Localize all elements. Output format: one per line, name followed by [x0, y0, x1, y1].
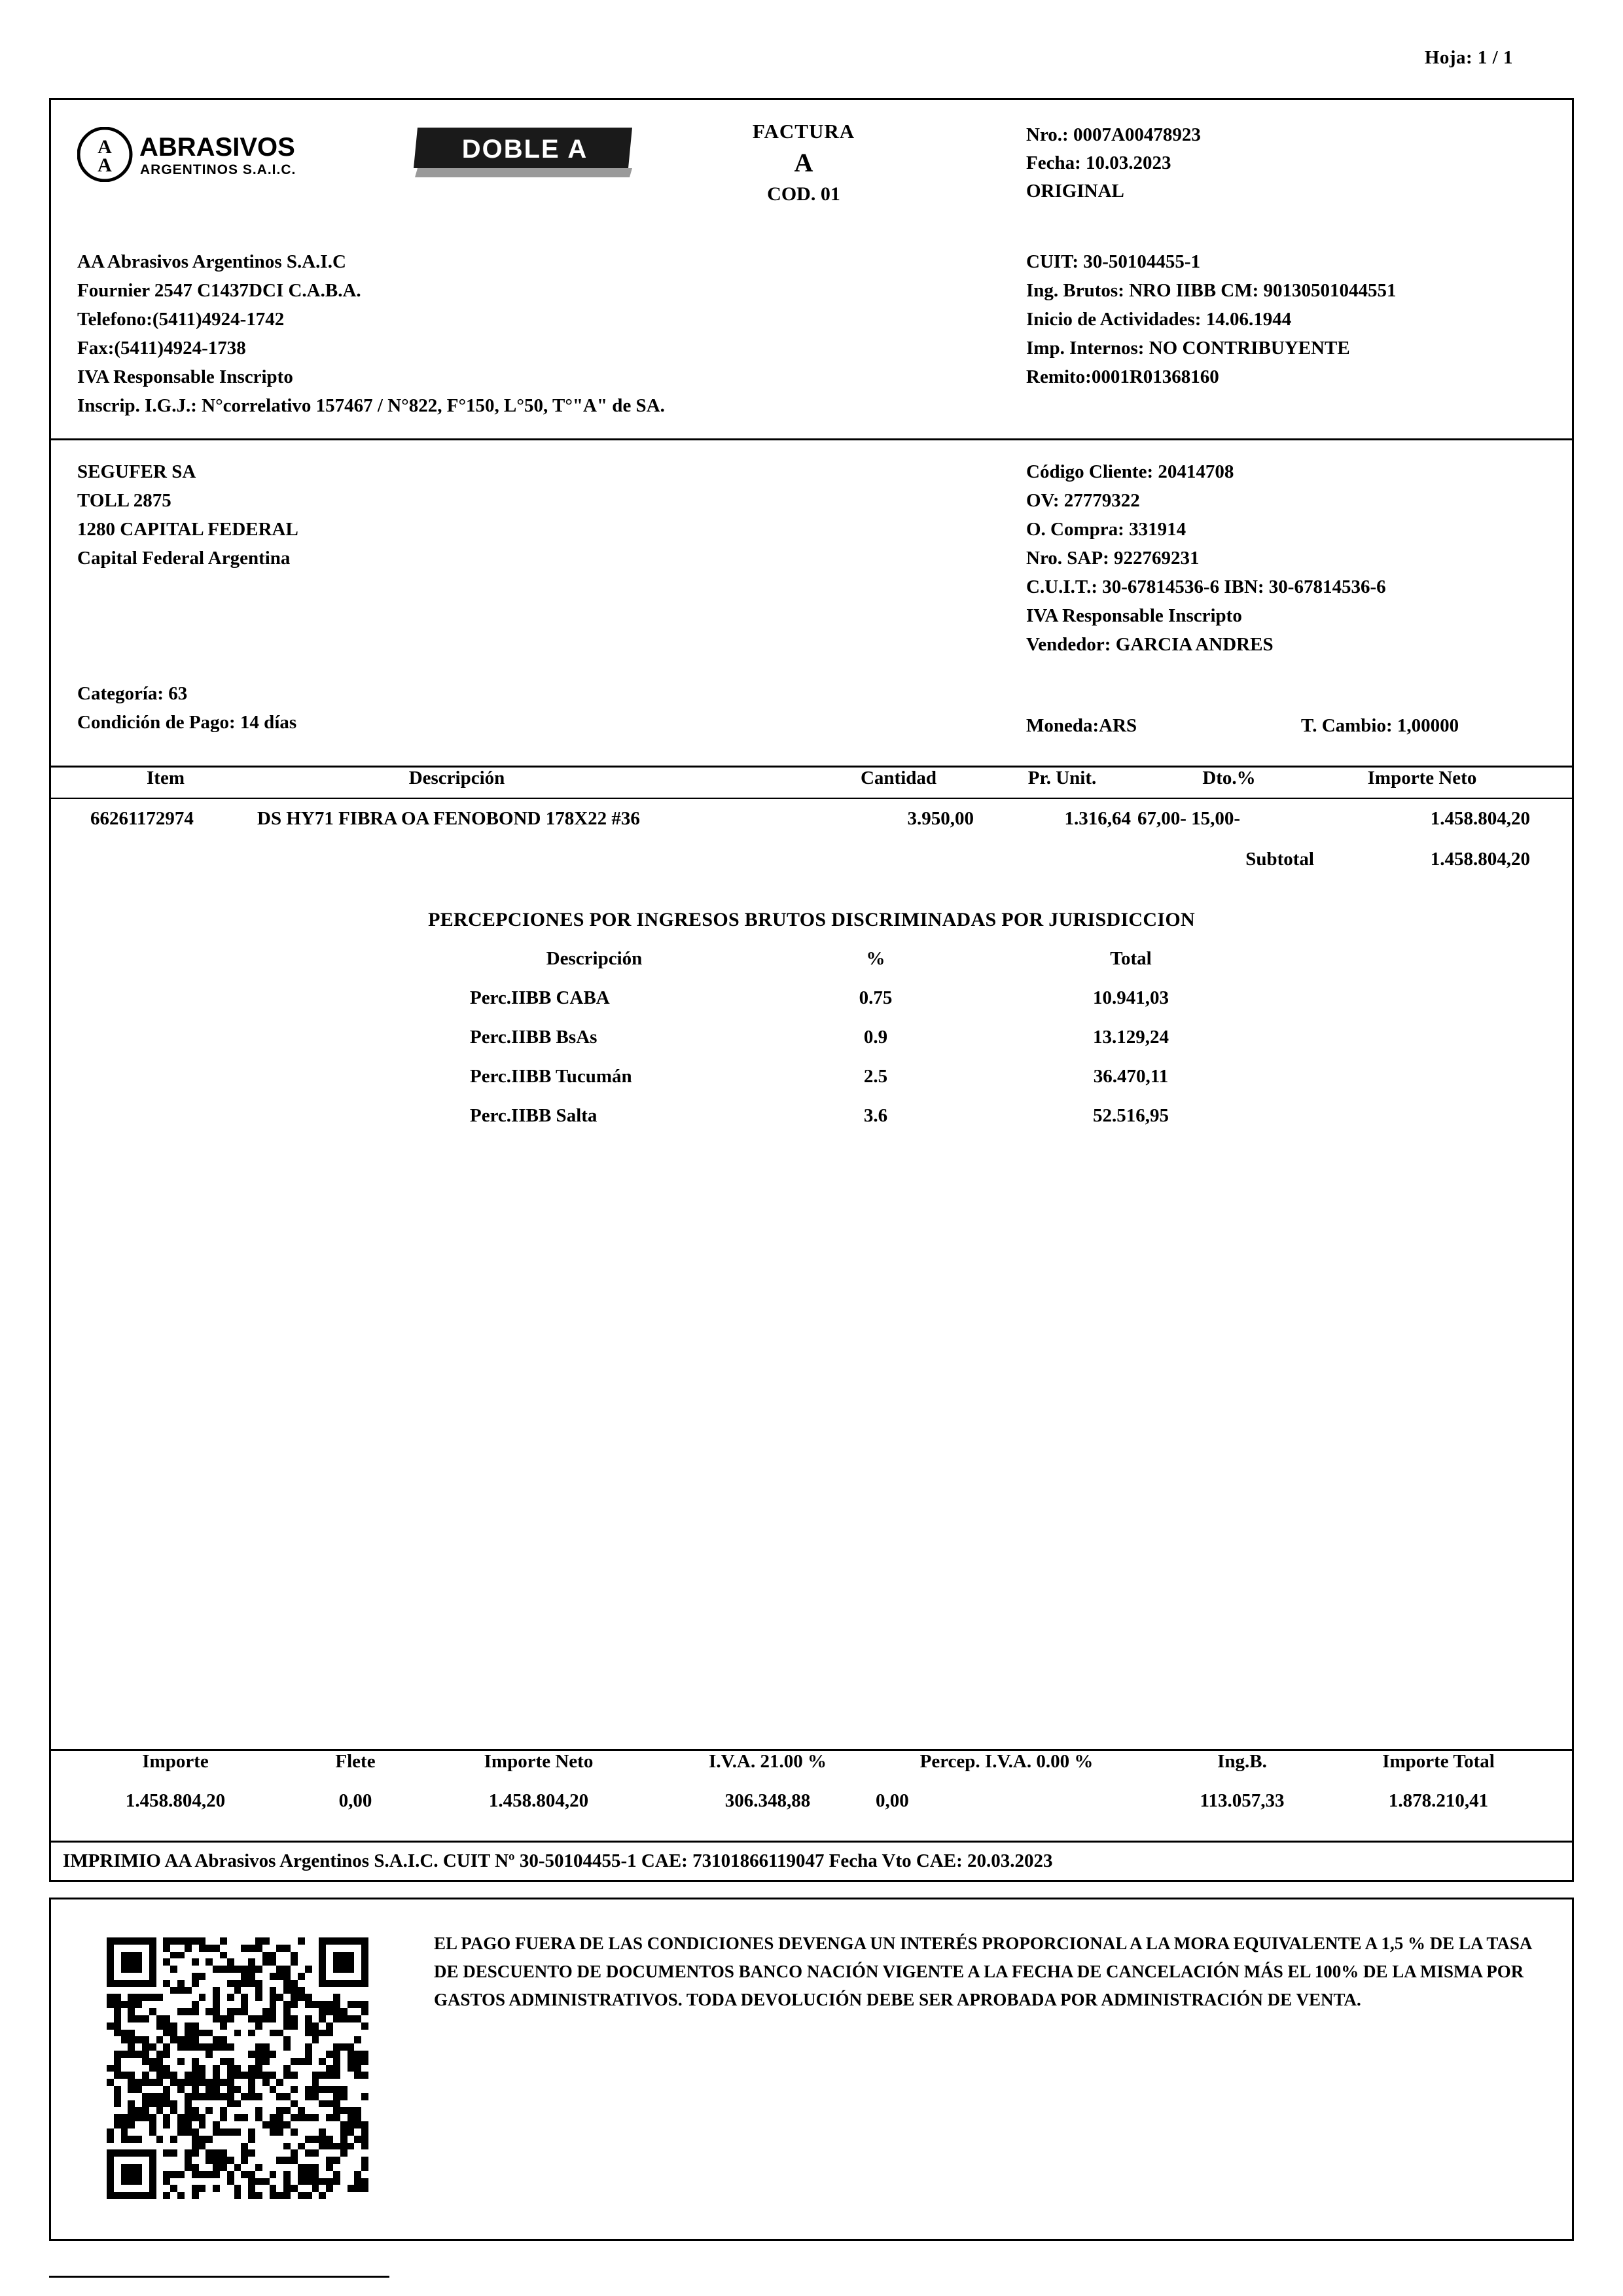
factura-letter: A [794, 148, 813, 177]
currency: Moneda:ARS [1026, 715, 1137, 736]
invoice-header [51, 100, 1572, 440]
perc-desc-2: Perc.IIBB Tucumán [470, 1066, 632, 1087]
invoice-copy-type: ORIGINAL [1026, 180, 1124, 202]
total-header-importe-neto: Importe Neto [484, 1751, 594, 1772]
perc-header-total: Total [1110, 948, 1152, 969]
svg-text:DOBLE A: DOBLE A [461, 135, 588, 164]
perc-pct-3: 3.6 [863, 1105, 888, 1126]
issuer-fiscal-4: Remito:0001R01368160 [1026, 366, 1219, 388]
total-header-flete: Flete [335, 1751, 376, 1772]
doble-a-logo [412, 125, 635, 183]
perc-total-0: 10.941,03 [1093, 987, 1169, 1008]
customer-purchase-order: O. Compra: 331914 [1026, 519, 1186, 540]
factura-block [705, 120, 902, 205]
issuer-line-2: Telefono:(5411)4924-1742 [77, 309, 285, 330]
total-header-importe-total: Importe Total [1382, 1751, 1495, 1772]
subtotal-value: 1.458.804,20 [1430, 849, 1530, 870]
list-item [51, 1105, 1572, 1144]
subtotal-row [51, 849, 1572, 889]
total-header-ing-b: Ing.B. [1217, 1751, 1267, 1772]
percepciones-title: PERCEPCIONES POR INGRESOS BRUTOS DISCRIMINADAS POR JURISDICCION [428, 909, 1195, 930]
row-unit-price: 1.316,64 [1064, 808, 1131, 829]
percepciones-header [51, 948, 1572, 987]
customer-address [77, 457, 298, 573]
customer-category: Categoría: 63 [77, 683, 188, 704]
perc-desc-0: Perc.IIBB CABA [470, 987, 610, 1008]
customer-section [51, 440, 1572, 768]
customer-city: 1280 CAPITAL FEDERAL [77, 519, 298, 540]
svg-text:A: A [98, 154, 112, 176]
issuer-line-4: IVA Responsable Inscripto [77, 366, 293, 388]
invoice-frame [49, 98, 1574, 1882]
footer-box [49, 1898, 1574, 2241]
svg-text:A: A [98, 135, 112, 158]
header-cantidad: Cantidad [860, 768, 937, 788]
table-row [51, 808, 1572, 849]
totals-section [51, 1749, 1572, 1841]
customer-ov: OV: 27779322 [1026, 490, 1140, 512]
totals-values [51, 1790, 1572, 1829]
row-item-code: 66261172974 [90, 808, 194, 829]
header-descripcion: Descripción [408, 768, 505, 788]
perc-pct-0: 0.75 [859, 987, 893, 1008]
total-value-importe-neto: 1.458.804,20 [488, 1790, 589, 1811]
exchange-rate: T. Cambio: 1,00000 [1301, 715, 1459, 736]
issuer-line-0: AA Abrasivos Argentinos S.A.I.C [77, 251, 346, 272]
issuer-fiscal-0: CUIT: 30-50104455-1 [1026, 251, 1201, 272]
svg-text:ABRASIVOS: ABRASIVOS [139, 132, 295, 162]
cae-line: IMPRIMIO AA Abrasivos Argentinos S.A.I.C. CUIT Nº 30-50104455-1 CAE: 73101866119047 Fecha Vto CAE: 20.03.2023 [51, 1841, 1572, 1880]
abrasivos-logo [77, 127, 404, 182]
list-item [51, 1027, 1572, 1066]
page-number: Hoja: 1 / 1 [1424, 47, 1513, 68]
customer-country: Capital Federal Argentina [77, 548, 291, 569]
total-value-importe-total: 1.878.210,41 [1388, 1790, 1489, 1811]
customer-name: SEGUFER SA [77, 461, 196, 482]
header-importe-neto: Importe Neto [1367, 768, 1477, 788]
perc-total-2: 36.470,11 [1093, 1066, 1169, 1087]
perc-total-1: 13.129,24 [1093, 1027, 1169, 1048]
row-quantity: 3.950,00 [907, 808, 974, 829]
customer-salesperson: Vendedor: GARCIA ANDRES [1026, 634, 1274, 656]
totals-header [51, 1751, 1572, 1790]
row-discount: 67,00- 15,00- [1137, 808, 1241, 829]
footer-divider [49, 2276, 389, 2278]
header-item: Item [147, 768, 185, 788]
payment-condition: Condición de Pago: 14 días [77, 712, 297, 733]
customer-iva-condition: IVA Responsable Inscripto [1026, 605, 1242, 627]
total-value-iva: 306.348,88 [724, 1790, 811, 1811]
list-item [51, 987, 1572, 1027]
total-header-percep-iva: Percep. I.V.A. 0.00 % [919, 1751, 1094, 1772]
total-value-ing-b: 113.057,33 [1200, 1790, 1285, 1811]
header-descuento: Dto.% [1202, 768, 1256, 788]
issuer-address [77, 247, 665, 420]
total-value-flete: 0,00 [338, 1790, 372, 1811]
header-precio-unitario: Pr. Unit. [1027, 768, 1097, 788]
perc-header-pct: % [866, 948, 885, 969]
perc-desc-3: Perc.IIBB Salta [470, 1105, 597, 1126]
total-value-percep-iva: 0,00 [876, 1790, 909, 1811]
issuer-fiscal-2: Inicio de Actividades: 14.06.1944 [1026, 309, 1292, 330]
issuer-fiscal-1: Ing. Brutos: NRO IIBB CM: 90130501044551 [1026, 280, 1397, 302]
issuer-line-1: Fournier 2547 C1437DCI C.A.B.A. [77, 280, 361, 302]
row-description: DS HY71 FIBRA OA FENOBOND 178X22 #36 [257, 808, 640, 829]
factura-title: FACTURA [752, 120, 855, 143]
customer-cuit: C.U.I.T.: 30-67814536-6 IBN: 30-67814536-6 [1026, 576, 1386, 598]
customer-sap-number: Nro. SAP: 922769231 [1026, 548, 1200, 569]
percepciones-table [51, 948, 1572, 1144]
items-table-header [51, 768, 1572, 799]
total-header-importe: Importe [142, 1751, 209, 1772]
issuer-fiscal-3: Imp. Internos: NO CONTRIBUYENTE [1026, 338, 1350, 359]
perc-pct-1: 0.9 [863, 1027, 888, 1048]
issuer-line-5: Inscrip. I.G.J.: N°correlativo 157467 / N°822, F°150, L°50, T°"A" de SA. [77, 395, 665, 417]
factura-cod: COD. 01 [767, 183, 840, 205]
list-item [51, 1066, 1572, 1105]
row-net-amount: 1.458.804,20 [1430, 808, 1530, 829]
qr-code-icon [107, 1937, 368, 2199]
invoice-meta [1026, 121, 1201, 205]
invoice-date: Fecha: 10.03.2023 [1026, 152, 1171, 173]
total-value-importe: 1.458.804,20 [125, 1790, 226, 1811]
perc-pct-2: 2.5 [863, 1066, 888, 1087]
customer-code: Código Cliente: 20414708 [1026, 461, 1234, 482]
customer-details [1026, 457, 1386, 660]
perc-desc-1: Perc.IIBB BsAs [470, 1027, 597, 1048]
customer-street: TOLL 2875 [77, 490, 171, 512]
subtotal-label: Subtotal [1245, 849, 1314, 870]
perc-total-3: 52.516,95 [1093, 1105, 1169, 1126]
items-section [51, 768, 1572, 1749]
svg-text:ARGENTINOS S.A.I.C.: ARGENTINOS S.A.I.C. [140, 162, 296, 177]
issuer-line-3: Fax:(5411)4924-1738 [77, 338, 246, 359]
company-logos [77, 125, 635, 183]
perc-header-descripcion: Descripción [546, 948, 643, 969]
customer-terms [77, 679, 296, 737]
invoice-number: Nro.: 0007A00478923 [1026, 124, 1201, 145]
issuer-fiscal-data [1026, 247, 1397, 391]
total-header-iva: I.V.A. 21.00 % [709, 1751, 827, 1772]
legal-terms-text: EL PAGO FUERA DE LAS CONDICIONES DEVENGA UN INTERÉS PROPORCIONAL A LA MORA EQUIVALENTE A 1,5 % DE LA TASA DE DESCUENTO DE DOCUMENTOS BANCO NACIÓN VIGENTE A LA FECHA DE CANCELACIÓN MÁS EL 100% DE LA MISMA POR GASTOS ADMINISTRATIVOS. TODA DEVOLUCIÓN DEBE SER APROBADA POR ADMINISTRACIÓN DE VENTA. [434, 1934, 1531, 2010]
